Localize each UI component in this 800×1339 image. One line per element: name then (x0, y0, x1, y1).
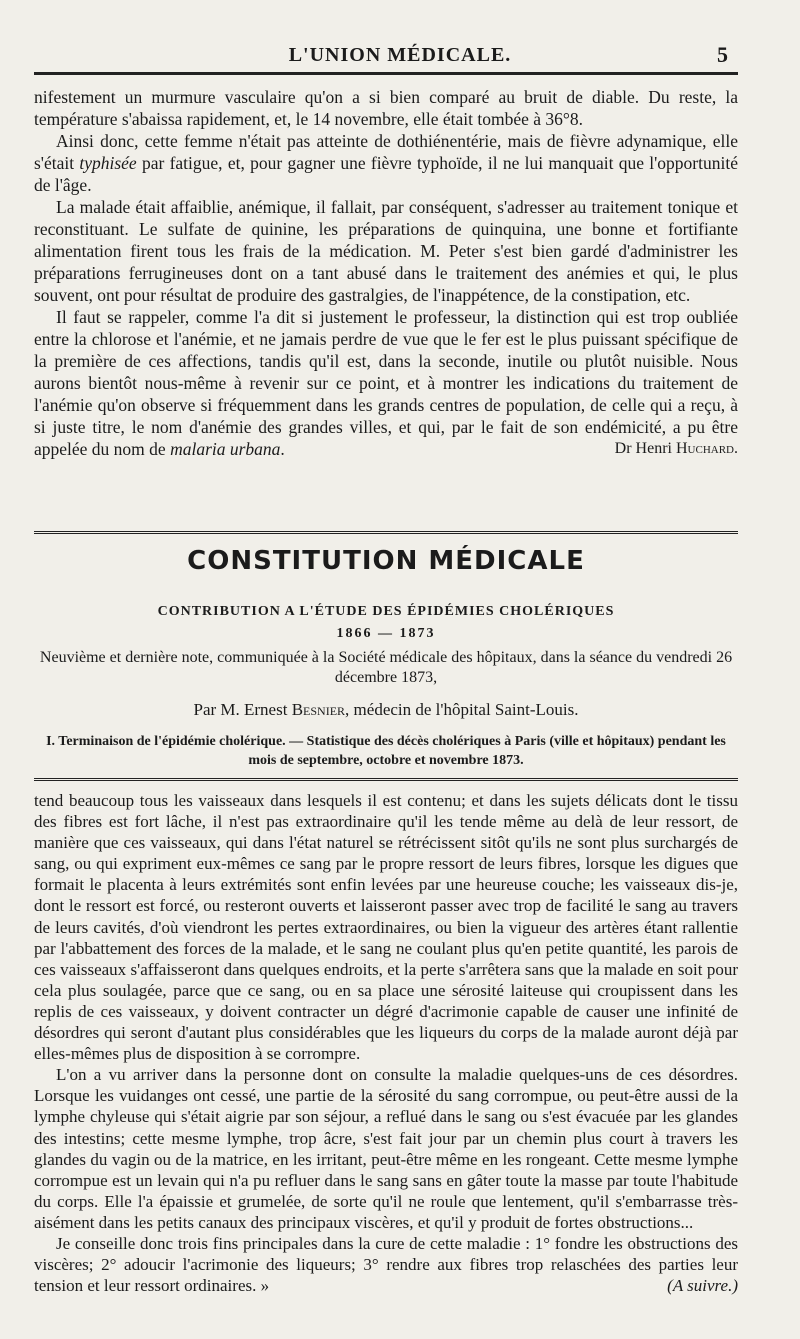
paragraph: tend beaucoup tous les vaisseaux dans lesquels il est contenu; et dans les sujets délicats dont le tissu des fibres est fort lâche, il n'est pas extraordinaire qu'il les tende même au delà de leur ressort, de manière que ces vaisseaux, qui dans l'état naturel se rétrécissent sitôt qu'ils ne sont plus surchargés de sang, ou qui expriment eux-mêmes ce sang par le propre ressort de leurs fibres, lorsque les digues que formait le placenta à leurs extrémités sont enfin levées par une heureuse couche; les vaisseaux dis-je, dont le ressort est forcé, ou resteront ouverts et laisseront passer avec trop de facilité le sang au travers de leurs cavités, d'où viendront les pertes extraordinaires, ou bien la vigueur des artères étant rallentie par l'abbattement des forces de la malade, et le sang ne coulant plus qu'en petite quantité, les parois de ces vaisseaux s'affaisseront dans quelques endroits, et la perte s'arrêtera sans que la malade en soit pour cela plus soulagée, parce que ce sang, ou en sa place une sérosité laiteuse qui croupissent dans les replis de ces vaisseaux, y doivent contracter un dégré d'acrimonie capable de causer une infinité de désordres qui seront d'autant plus considérables que les liqueurs du corps de la malade auront déjà par elles-mêmes plus de disposition à se corrompre. (34, 791, 738, 1064)
section-subtitle: CONTRIBUTION A L'ÉTUDE DES ÉPIDÉMIES CHOLÉRIQUES (157, 604, 615, 619)
section-item: I. Terminaison de l'épidémie cholérique. — Statistique des décès cholériques à Paris (ville et hôpitaux) pendant les mois de septembre, octobre et novembre 1873. (46, 734, 726, 768)
lower-article (34, 790, 738, 1296)
page-number: 5 (717, 42, 728, 67)
section-rule (34, 531, 738, 534)
to-follow-note: (A suivre.) (667, 1276, 738, 1296)
running-head (0, 38, 800, 72)
constitution-medicale-section (34, 531, 738, 781)
paragraph: L'on a vu arriver dans la personne dont on consulte la maladie quelques-uns de ces désordres. Lorsque les vuidanges ont cessé, une partie de la sérosité du sang corrompue, ou peut-être aussi de la lymphe chyleuse qui s'était aigrie par son séjour, a reflué dans le sang ou s'est évacuée par les glandes des intestins; cette mesme lymphe, trop âcre, s'est fait jour par un chemin plus court à travers les glandes du vagin ou de la matrice, en les irritant, peut-être même en les rongeant. Cette mesme lymphe corrompue est un levain qui n'a pu refluer dans le sang sans en gâter toute la masse par toute l'habitude du corps. Elle l'a épaissie et grumelée, de sorte qu'il ne roule que lentement, qu'il s'embarrasse très-aisément dans les petits canaux des principaux viscères, et qu'il y produit de fortes obstructions... (34, 1065, 738, 1232)
header-rule (34, 72, 738, 75)
section-author: Par M. Ernest Besnier, médecin de l'hôpital Saint-Louis. (193, 700, 579, 719)
paragraph: Ainsi donc, cette femme n'était pas atteinte de dothiénentérie, mais de fièvre adynamique, elle s'était typhisée par fatigue, et, pour gagner une fièvre typhoïde, il ne lui manquait que l'opportunité de l'âge. (34, 131, 738, 195)
section-bottom-rule (34, 778, 738, 781)
paragraph: Je conseille donc trois fins principales dans la cure de cette maladie : 1° fondre les obstructions des viscères; 2° adoucir l'acrimonie des liqueurs; 3° rendre aux fibres trop relaschées des parties leur tension et leur ressort ordinaires. » (A suivre.) (34, 1233, 738, 1296)
paragraph: La malade était affaiblie, anémique, il fallait, par conséquent, s'adresser au traitement tonique et reconstituant. Le sulfate de quinine, les préparations de quinquina, une bonne et fortifiante alimentation firent tous les frais de la médication. M. Peter s'est bien gardé d'administrer les préparations ferrugineuses dont on a tant abusé dans le traitement des anémies et qui, le plus souvent, ont pour résultat de produire des gastralgies, de l'inappétence, de la constipation, etc. (34, 197, 738, 305)
paragraph: nifestement un murmure vasculaire qu'on a si bien comparé au bruit de diable. Du reste, la température s'abaissa rapidement, et, le 14 novembre, elle était tombée à 36°8. (34, 87, 738, 129)
upper-article (34, 86, 738, 460)
section-note: Neuvième et dernière note, communiquée à la Société médicale des hôpitaux, dans la séance du vendredi 26 décembre 1873, (39, 649, 733, 686)
running-title: L'UNION MÉDICALE. (288, 44, 512, 66)
section-title: CONSTITUTION MÉDICALE (187, 546, 585, 576)
paragraph: Il faut se rappeler, comme l'a dit si justement le professeur, la distinction qui est trop oubliée entre la chlorose et l'anémie, et ne jamais perdre de vue que le fer est le plus puissant spécifique de la première de ces affections, tandis qu'il est, dans la seconde, inutile ou plutôt nuisible. Nous aurons bientôt nous-même à revenir sur ce point, et à montrer les indications du traitement de l'anémie qu'on observe si fréquemment dans les grands centres de population, de celle qui a reçu, à si juste titre, le nom d'anémie des grandes villes, et qui, par le fait de son endémicité, a pu être appelée du nom de malaria urbana. Dr Henri Huchard. (34, 307, 738, 459)
signature: Dr Henri Huchard. (614, 440, 738, 457)
section-years: 1866 — 1873 (336, 626, 436, 641)
